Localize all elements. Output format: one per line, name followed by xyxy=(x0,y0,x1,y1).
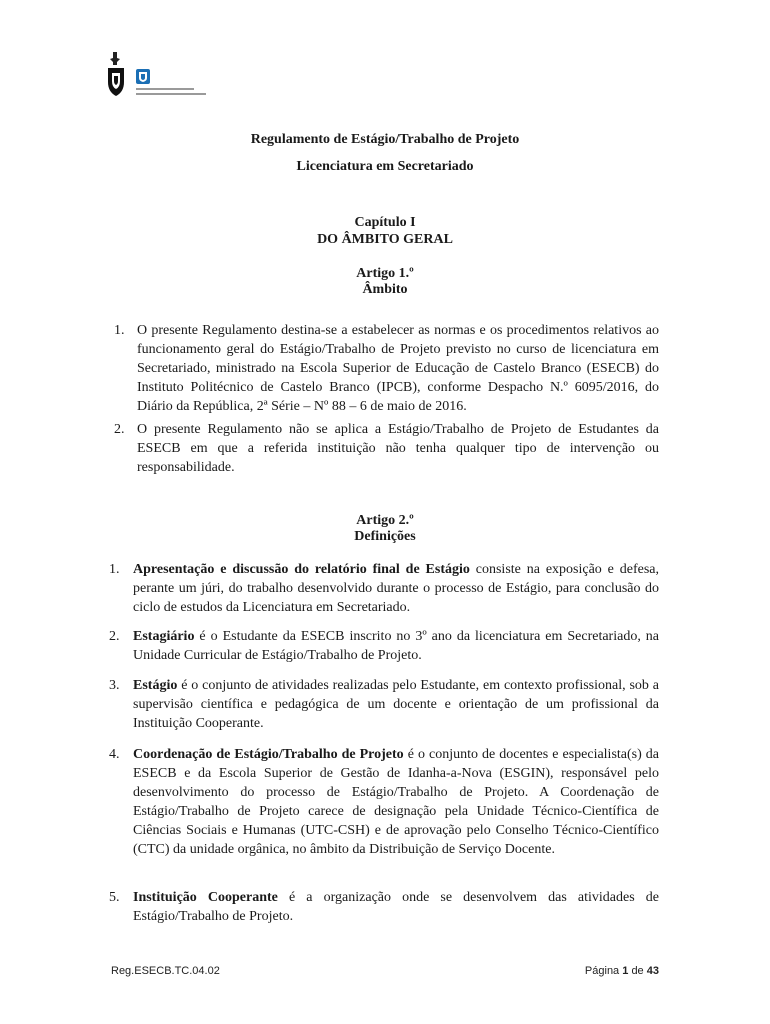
document-title: Regulamento de Estágio/Trabalho de Projeto xyxy=(250,132,520,147)
article-1-item-1 xyxy=(114,321,659,416)
item-number: 5. xyxy=(109,890,120,905)
definition-text: é a organização onde se desenvolvem das atividades de Estágio/Trabalho de Projeto. xyxy=(133,890,659,924)
item-text: O presente Regulamento não se aplica a Estágio/Trabalho de Projeto de Estudantes da ESECB em que a referida instituição não tenha qualquer tipo de intervenção ou responsabilidade. xyxy=(137,422,659,475)
item-number: 1. xyxy=(109,562,120,577)
definition-term: Instituição Cooperante xyxy=(133,890,278,905)
definition-text: é o conjunto de docentes e especialista(s) da ESECB e da Escola Superior de Gestão de Idanha-a-Nova (ESGIN), responsável pelo desenvolvimento do processo de Estágio/Trabalho de Projeto. A Coordenação de Estágio/Trabalho de Projeto carece de designação pela Unidade Técnico-Científica de Ciências Sociais e Humanas (UTC-CSH) e de aprovação pelo Conselho Técnico-Científico (CTC) da unidade orgânica, no âmbito da Distribuição de Serviço Docente. xyxy=(133,747,660,857)
definition-item-2 xyxy=(110,627,659,665)
article-2-name: Definições xyxy=(354,529,416,544)
document-subtitle: Licenciatura em Secretariado xyxy=(296,159,474,174)
article-1-name: Âmbito xyxy=(362,282,408,297)
definition-term: Coordenação de Estágio/Trabalho de Projeto xyxy=(133,747,404,762)
definition-item-1 xyxy=(110,560,659,617)
definition-item-3 xyxy=(110,676,659,733)
page-total: 43 xyxy=(646,965,659,977)
definition-term: Estágio xyxy=(133,678,178,693)
chapter-name: DO ÂMBITO GERAL xyxy=(317,232,453,247)
footer-reference: Reg.ESECB.TC.04.02 xyxy=(111,965,220,977)
article-1-item-2 xyxy=(114,420,659,477)
definition-text: consiste na exposição e defesa, perante um júri, do trabalho desenvolvido durante o processo de Estágio, para conclusão do ciclo de estudos da Licenciatura em Secretariado. xyxy=(133,562,660,615)
item-number: 2. xyxy=(109,629,120,644)
definition-text: é o Estudante da ESECB inscrito no 3º ano da licenciatura em Secretariado, na Unidade Curricular de Estágio/Trabalho de Projeto. xyxy=(133,629,659,663)
definition-item-5 xyxy=(110,888,659,926)
page-of: de xyxy=(631,965,644,977)
article-2-label: Artigo 2.º xyxy=(356,513,414,528)
page-label: Página xyxy=(584,965,620,977)
institution-logo xyxy=(106,50,216,111)
page-number xyxy=(585,965,659,977)
item-text: O presente Regulamento destina-se a estabelecer as normas e os procedimentos relativos ao funcionamento geral do Estágio/Trabalho de Projeto previsto no curso de licenciatura em Secretariado, ministrado na Escola Superior de Educação de Castelo Branco (ESECB) do Instituto Politécnico de Castelo Branco (IPCB), conforme Despacho N.º 6095/2016, do Diário da República, 2ª Série – Nº 88 – 6 de maio de 2016. xyxy=(137,323,659,414)
item-number: 3. xyxy=(109,678,120,693)
item-number: 1. xyxy=(114,323,125,338)
article-1-label: Artigo 1.º xyxy=(356,266,414,281)
definition-text: é o conjunto de atividades realizadas pelo Estudante, em contexto profissional, sob a supervisão científica e pedagógica de um docente e orientação de um profissional da Instituição Cooperante. xyxy=(133,678,659,731)
definition-term: Estagiário xyxy=(133,629,195,644)
page-current: 1 xyxy=(622,965,629,977)
definition-term: Apresentação e discussão do relatório final de Estágio xyxy=(133,562,470,577)
definition-item-4 xyxy=(110,745,659,859)
chapter-label: Capítulo I xyxy=(354,215,416,230)
item-number: 2. xyxy=(114,422,125,437)
item-number: 4. xyxy=(109,747,120,762)
